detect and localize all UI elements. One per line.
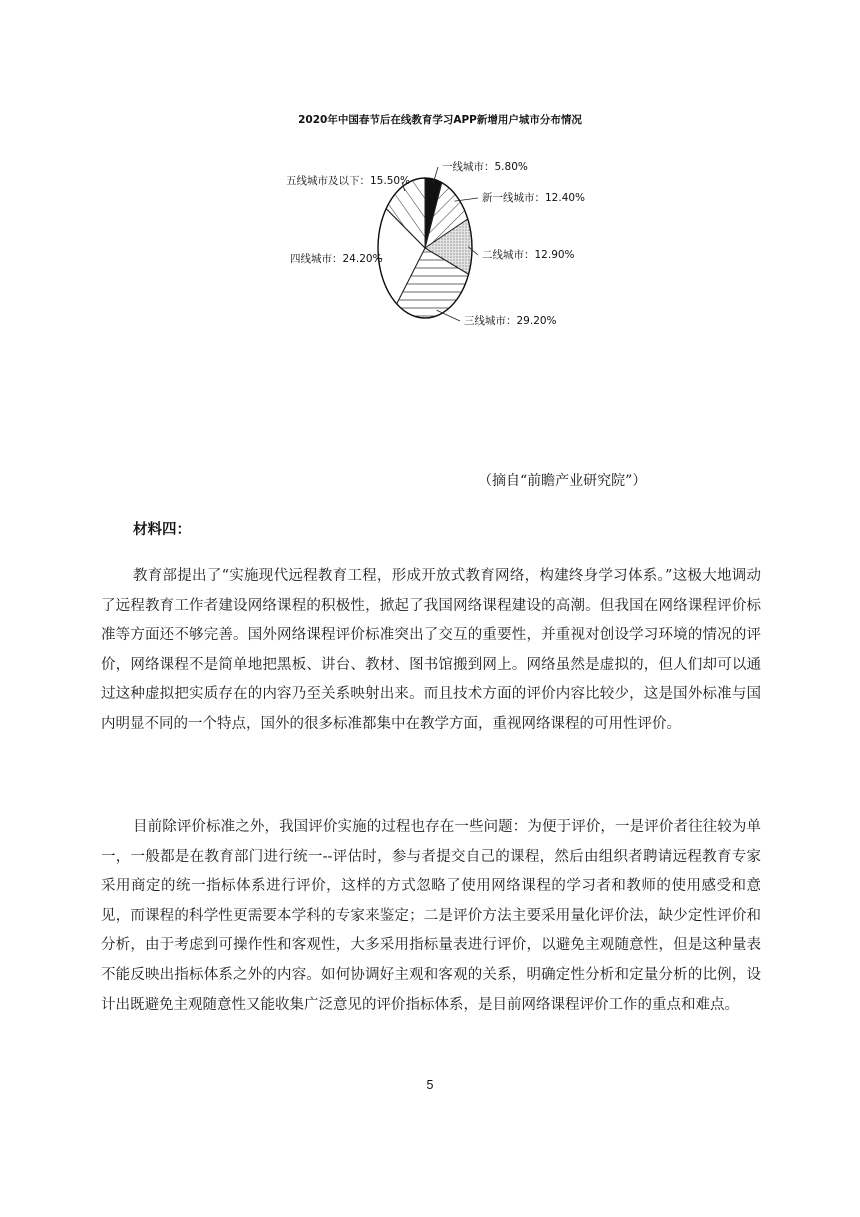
paragraph-1: 教育部提出了“实施现代远程教育工程，形成开放式教育网络，构建终身学习体系。”这极大地调动了远程教育工作者建设网络课程的积极性，掀起了我国网络课程建设的高潮。但我国在网络课程评价标准等方面还不够完善。国外网络课程评价标准突出了交互的重要性，并重视对创设学习环境的情况的评价，网络课程不是简单地把黑板、讲台、教材、图书馆搬到网上。网络虽然是虚拟的，但人们却可以通过这种虚拟把实质存在的内容乃至关系映射出来。而且技术方面的评价内容比较少，这是国外标准与国内明显不同的一个特点，国外的很多标准都集中在教学方面，重视网络课程的可用性评价。	[101, 568, 761, 732]
slice-label: 二线城市：12.90%	[482, 249, 575, 261]
slice-label: 五线城市及以下：15.50%	[286, 175, 411, 187]
slice-label: 四线城市：24.20%	[290, 253, 383, 265]
leader-line	[437, 310, 461, 321]
slice-label: 新一线城市：12.40%	[482, 192, 586, 204]
page-number: 5	[426, 1078, 434, 1092]
paragraph-2: 目前除评价标准之外，我国评价实施的过程也存在一些问题：为便于评价，一是评价者往往较为单一，一般都是在教育部门进行统一--评估时，参与者提交自己的课程，然后由组织者聘请远程教育专家采用商定的统一指标体系进行评价，这样的方式忽略了使用网络课程的学习者和教师的使用感受和意见，而课程的科学性更需要本学科的专家来鉴定；二是评价方法主要采用量化评价法，缺少定性评价和分析，由于考虑到可操作性和客观性，大多采用指标量表进行评价，以避免主观随意性，但是这种量表不能反映出指标体系之外的内容。如何协调好主观和客观的关系，明确定性分析和定量分析的比例，设计出既避免主观随意性又能收集广泛意见的评价指标体系，是目前网络课程评价工作的重点和难点。	[101, 819, 761, 1013]
pie-chart	[270, 112, 610, 352]
slice-label: 一线城市：5.80%	[442, 161, 528, 173]
pie-chart-svg	[270, 112, 610, 352]
section-heading: 材料四：	[133, 521, 191, 538]
chart-title: 2020年中国春节后在线教育学习APP新增用户城市分布情况	[298, 114, 582, 126]
source-citation: （摘自“前瞻产业研究院”）	[478, 473, 647, 489]
slice-label: 三线城市：29.20%	[464, 315, 557, 327]
